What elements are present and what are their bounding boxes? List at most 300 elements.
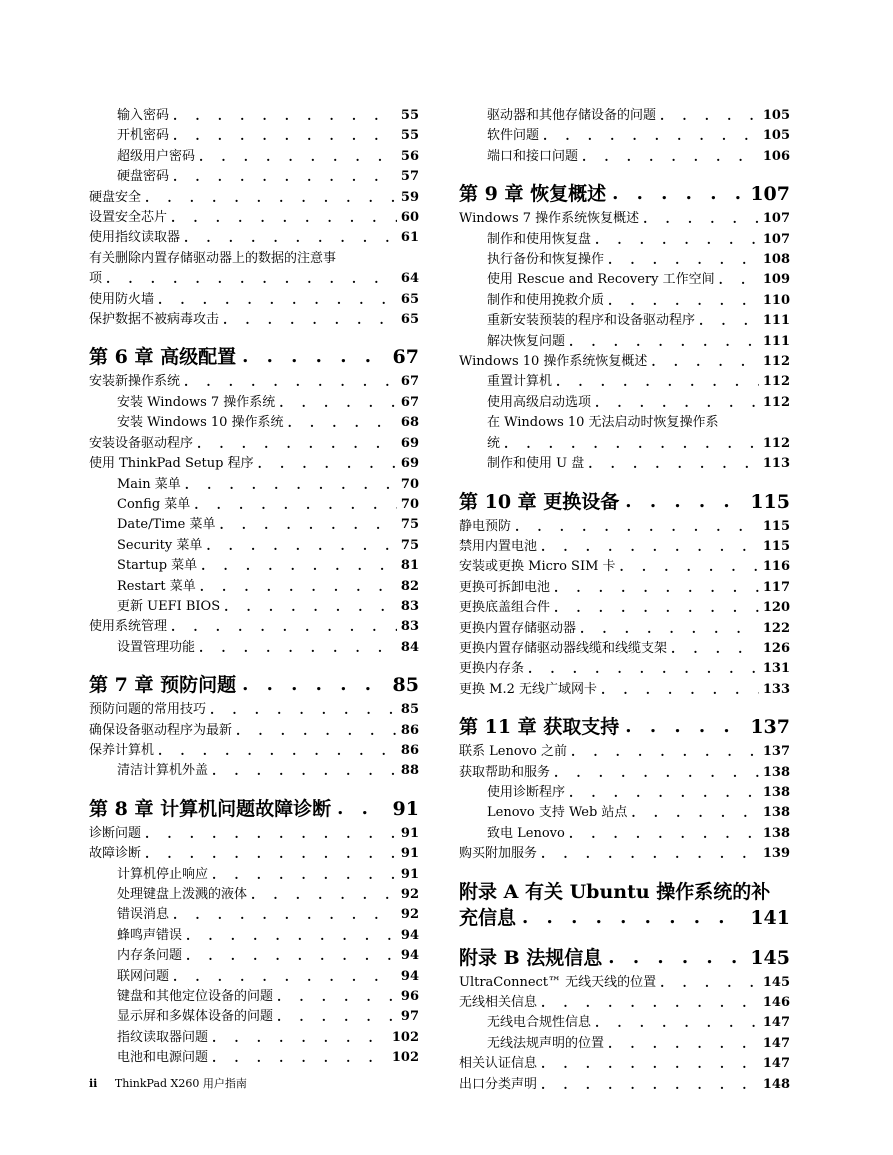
toc-entry[interactable] <box>459 598 790 618</box>
entry-title: 错误消息 <box>117 907 170 923</box>
entry-page: 55 <box>400 128 419 144</box>
toc-chapter-heading[interactable] <box>89 344 419 370</box>
toc-entry[interactable] <box>459 454 790 474</box>
chapter-title: 第 6 章 高级配置 <box>89 346 237 369</box>
entry-page: 110 <box>762 292 790 308</box>
leader-dots <box>554 598 759 618</box>
leader-dots <box>601 680 759 700</box>
leader-dots <box>212 865 397 885</box>
entry-page: 92 <box>400 887 419 902</box>
entry-title: Startup 菜单 <box>117 558 198 574</box>
chapter-page: 115 <box>750 490 790 513</box>
entry-page: 105 <box>762 128 790 144</box>
entry-title: 使用高级启动选项 <box>487 394 592 410</box>
leader-dots <box>197 434 397 454</box>
entry-title: Restart 菜单 <box>117 578 196 594</box>
entry-title: 制作和使用恢复盘 <box>487 231 592 247</box>
entry-page: 112 <box>762 354 790 370</box>
toc-entry[interactable] <box>89 617 419 637</box>
leader-dots <box>504 434 759 454</box>
toc-entry[interactable] <box>89 188 419 208</box>
leader-dots <box>184 372 397 392</box>
chapter-page: 67 <box>392 346 419 369</box>
entry-page: 145 <box>762 974 790 990</box>
entry-title: 内存条问题 <box>117 948 183 964</box>
entry-title: UltraConnect™ 无线天线的位置 <box>459 974 657 990</box>
chapter-title: 第 9 章 恢复概述 <box>459 183 607 206</box>
toc-entry[interactable] <box>89 536 419 556</box>
toc-entry[interactable] <box>89 946 419 966</box>
entry-page: 84 <box>400 639 419 655</box>
entry-title: 安装 Windows 7 操作系统 <box>117 394 276 410</box>
entry-page: 83 <box>400 598 419 614</box>
entry-page: 147 <box>762 1056 790 1072</box>
toc-entry[interactable] <box>89 393 419 413</box>
leader-dots <box>212 761 397 781</box>
chapter-page: 107 <box>750 183 790 206</box>
leader-dots <box>571 742 759 762</box>
entry-title: 无线电合规性信息 <box>487 1015 592 1031</box>
entry-page: 65 <box>400 312 419 328</box>
entry-title: Lenovo 支持 Web 站点 <box>487 805 628 821</box>
entry-page: 112 <box>762 435 790 451</box>
leader-dots <box>528 659 759 679</box>
toc-entry[interactable] <box>459 742 790 762</box>
entry-page: 138 <box>762 805 790 821</box>
entry-title: 诊断问题 <box>89 825 142 841</box>
toc-entry[interactable] <box>89 844 419 864</box>
leader-dots <box>569 332 759 352</box>
toc-entry[interactable] <box>89 638 419 658</box>
toc-entry[interactable] <box>459 659 790 679</box>
leader-dots <box>595 230 759 250</box>
toc-entry[interactable] <box>459 106 790 126</box>
entry-title: 静电预防 <box>459 518 512 534</box>
leader-dots <box>279 393 397 413</box>
entry-page: 147 <box>762 1035 790 1051</box>
leader-dots <box>660 973 759 993</box>
entry-title: 制作和使用 U 盘 <box>487 456 585 472</box>
entry-title: 电池和电源问题 <box>117 1050 209 1066</box>
entry-page: 108 <box>762 252 790 268</box>
entry-title: 安装设备驱动程序 <box>89 435 194 451</box>
toc-entry[interactable] <box>459 209 790 229</box>
entry-page: 146 <box>762 995 790 1010</box>
toc-entry[interactable] <box>459 783 790 803</box>
entry-title: 使用诊断程序 <box>487 784 566 800</box>
entry-title: 超级用户密码 <box>117 148 196 164</box>
entry-page: 116 <box>762 559 790 575</box>
toc-entry[interactable] <box>89 515 419 535</box>
leader-dots <box>171 617 397 637</box>
entry-title: 故障诊断 <box>89 846 142 862</box>
leader-dots <box>651 352 758 372</box>
leader-dots <box>595 1013 759 1033</box>
entry-title: 禁用内置电池 <box>459 538 538 554</box>
chapter-page: 137 <box>750 716 790 739</box>
leader-dots <box>186 946 397 966</box>
entry-page: 126 <box>762 640 790 656</box>
leader-dots <box>588 454 759 474</box>
toc-entry[interactable] <box>89 905 419 925</box>
toc-entry[interactable] <box>89 1007 419 1027</box>
leader-dots <box>522 905 744 931</box>
chapter-page: 145 <box>750 946 790 969</box>
toc-chapter-heading[interactable] <box>459 181 790 207</box>
entry-page: 107 <box>762 211 790 227</box>
toc-entry[interactable] <box>89 495 419 515</box>
leader-dots <box>569 824 759 844</box>
entry-title: 设置安全芯片 <box>89 210 168 226</box>
chapter-page: 85 <box>392 674 419 697</box>
toc-entry[interactable] <box>459 250 790 270</box>
toc-entry[interactable] <box>459 270 790 290</box>
entry-title: 更换底盖组合件 <box>459 600 551 616</box>
leader-dots <box>251 885 397 905</box>
toc-entry[interactable] <box>89 208 419 228</box>
toc-entry[interactable] <box>459 824 790 844</box>
toc-entry[interactable] <box>89 987 419 1007</box>
leader-dots <box>242 672 386 698</box>
leader-dots <box>556 372 759 392</box>
chapter-title: 第 10 章 更换设备 <box>459 490 620 513</box>
leader-dots <box>201 556 397 576</box>
entry-page: 70 <box>400 476 419 492</box>
entry-title: 使用指纹读取器 <box>89 230 181 246</box>
entry-page: 91 <box>400 846 419 862</box>
chapter-title-cont: 充信息 <box>459 906 517 929</box>
entry-page: 94 <box>400 927 419 943</box>
toc-entry[interactable] <box>459 993 790 1013</box>
leader-dots <box>185 475 397 495</box>
entry-page: 115 <box>762 518 790 534</box>
entry-title: 输入密码 <box>117 108 170 123</box>
toc-chapter-heading[interactable] <box>459 489 790 515</box>
toc-entry[interactable] <box>459 352 790 372</box>
leader-dots <box>145 824 397 844</box>
entry-page: 83 <box>400 619 419 635</box>
entry-title: 蜂鸣声错误 <box>117 927 183 943</box>
entry-title: 更新 UEFI BIOS <box>117 598 221 614</box>
leader-dots <box>608 1034 759 1054</box>
toc-entry[interactable] <box>459 578 790 598</box>
leader-dots <box>608 945 744 971</box>
entry-title: 端口和接口问题 <box>487 148 579 164</box>
entry-title: 无线法规声明的位置 <box>487 1035 605 1051</box>
entry-page: 86 <box>400 742 419 758</box>
leader-dots <box>595 393 759 413</box>
leader-dots <box>631 803 758 823</box>
entry-page: 55 <box>400 108 419 123</box>
entry-page: 131 <box>762 661 790 677</box>
toc-entry[interactable] <box>459 803 790 823</box>
toc-entry[interactable] <box>459 291 790 311</box>
toc-entry[interactable] <box>89 967 419 987</box>
leader-dots <box>580 619 759 639</box>
toc-entry[interactable] <box>459 763 790 783</box>
entry-title: 安装新操作系统 <box>89 374 181 390</box>
entry-title: Windows 7 操作系统恢复概述 <box>459 211 640 227</box>
toc-entry[interactable] <box>89 106 419 126</box>
leader-dots <box>158 290 397 310</box>
entry-page: 107 <box>762 231 790 247</box>
toc-entry[interactable] <box>89 454 419 474</box>
entry-page: 86 <box>400 722 419 738</box>
entry-title: 解决恢复问题 <box>487 333 566 349</box>
toc-entry[interactable] <box>459 126 790 146</box>
leader-dots <box>173 167 397 187</box>
toc-entry[interactable] <box>89 1028 419 1048</box>
toc-column-left <box>89 106 419 1069</box>
entry-title: 安装 Windows 10 操作系统 <box>117 415 284 431</box>
chapter-page: 141 <box>750 906 790 929</box>
chapter-title: 第 11 章 获取支持 <box>459 716 620 739</box>
entry-title: 确保设备驱动程序为最新 <box>89 722 233 738</box>
entry-page: 120 <box>762 600 790 616</box>
entry-title: 获取帮助和服务 <box>459 764 551 780</box>
toc-entry[interactable] <box>89 926 419 946</box>
entry-page: 138 <box>762 764 790 780</box>
toc-entry[interactable] <box>459 517 790 537</box>
entry-page: 91 <box>400 825 419 841</box>
entry-title: Config 菜单 <box>117 496 191 512</box>
toc-entry[interactable] <box>89 761 419 781</box>
entry-page: 60 <box>400 210 419 226</box>
entry-title: 开机密码 <box>117 128 170 144</box>
toc-entry[interactable] <box>89 413 419 433</box>
entry-page: 102 <box>391 1050 419 1066</box>
toc-entry[interactable] <box>459 844 790 864</box>
entry-title: 制作和使用挽救介质 <box>487 292 605 308</box>
entry-page: 113 <box>762 456 790 472</box>
entry-title: 硬盘密码 <box>117 169 170 185</box>
toc-entry[interactable] <box>89 147 419 167</box>
leader-dots <box>224 597 397 617</box>
entry-page: 81 <box>400 558 419 574</box>
leader-dots <box>612 181 744 207</box>
entry-page: 65 <box>400 291 419 307</box>
entry-page: 106 <box>762 148 790 164</box>
leader-dots <box>210 700 397 720</box>
toc-chapter-heading[interactable] <box>459 879 790 931</box>
entry-title: Security 菜单 <box>117 537 203 553</box>
footer-title: ThinkPad X260 用户指南 <box>114 1077 247 1090</box>
entry-title: Main 菜单 <box>117 476 181 492</box>
leader-dots <box>554 763 759 783</box>
toc-entry[interactable] <box>89 228 419 248</box>
toc-entry[interactable] <box>459 557 790 577</box>
entry-page: 96 <box>400 989 419 1005</box>
leader-dots <box>719 270 759 290</box>
leader-dots <box>337 796 386 822</box>
chapter-title: 附录 A 有关 Ubuntu 操作系统的补 <box>459 880 771 903</box>
entry-title: 联网问题 <box>117 968 170 984</box>
leader-dots <box>643 209 759 229</box>
entry-title: 使用系统管理 <box>89 619 168 635</box>
entry-page: 111 <box>762 333 790 349</box>
leader-dots <box>554 578 759 598</box>
toc-entry[interactable] <box>89 597 419 617</box>
toc-entry[interactable] <box>459 413 790 454</box>
toc-entry[interactable] <box>459 1075 790 1095</box>
leader-dots <box>543 126 759 146</box>
entry-page: 139 <box>762 846 790 862</box>
leader-dots <box>223 310 397 330</box>
toc-entry[interactable] <box>459 680 790 700</box>
leader-dots <box>625 714 744 740</box>
toc-entry[interactable] <box>459 1054 790 1074</box>
toc-chapter-heading[interactable] <box>89 796 419 822</box>
leader-dots <box>620 557 759 577</box>
entry-page: 75 <box>400 537 419 553</box>
entry-title: 重置计算机 <box>487 374 553 390</box>
entry-title: 更换可拆卸电池 <box>459 579 551 595</box>
entry-page: 67 <box>400 374 419 390</box>
toc-entry[interactable] <box>459 619 790 639</box>
leader-dots <box>199 638 397 658</box>
leader-dots <box>541 1054 759 1074</box>
entry-title: 在 Windows 10 无法启动时恢复操作系 <box>487 415 719 431</box>
leader-dots <box>173 106 397 126</box>
toc-chapter-heading[interactable] <box>89 672 419 698</box>
toc-entry[interactable] <box>89 577 419 597</box>
leader-dots <box>541 844 759 864</box>
entry-page: 57 <box>400 169 419 185</box>
leader-dots <box>699 311 759 331</box>
entry-title: 预防问题的常用技巧 <box>89 702 207 718</box>
leader-dots <box>541 537 759 557</box>
entry-title: 设置管理功能 <box>117 639 196 655</box>
leader-dots <box>106 269 397 289</box>
toc-entry[interactable] <box>459 537 790 557</box>
entry-page: 94 <box>400 948 419 964</box>
entry-title: 出口分类声明 <box>459 1076 538 1092</box>
toc-entry[interactable] <box>459 973 790 993</box>
chapter-title: 第 8 章 计算机问题故障诊断 <box>89 797 332 820</box>
entry-title: 购买附加服务 <box>459 846 538 862</box>
leader-dots <box>671 639 759 659</box>
entry-title: 使用防火墙 <box>89 291 155 307</box>
toc-entry[interactable] <box>459 311 790 331</box>
toc-entry[interactable] <box>89 475 419 495</box>
entry-page: 109 <box>762 272 790 288</box>
entry-title: Date/Time 菜单 <box>117 517 216 533</box>
leader-dots <box>219 515 396 535</box>
toc-entry[interactable] <box>89 700 419 720</box>
leader-dots <box>541 1075 759 1095</box>
toc-entry[interactable] <box>89 721 419 741</box>
toc-entry[interactable] <box>459 1034 790 1054</box>
toc-entry[interactable] <box>89 885 419 905</box>
entry-title: 有关删除内置存储驱动器上的数据的注意事 <box>89 250 337 266</box>
entry-title: 保护数据不被病毒攻击 <box>89 312 220 328</box>
entry-page: 69 <box>400 435 419 451</box>
leader-dots <box>212 1048 388 1068</box>
leader-dots <box>660 106 759 126</box>
toc-entry[interactable] <box>89 167 419 187</box>
toc-entry[interactable] <box>459 1013 790 1033</box>
leader-dots <box>158 741 397 761</box>
toc-entry[interactable] <box>459 639 790 659</box>
entry-title: 软件问题 <box>487 128 540 144</box>
toc-entry[interactable] <box>89 126 419 146</box>
toc-entry[interactable] <box>89 290 419 310</box>
entry-page: 70 <box>400 496 419 512</box>
leader-dots <box>541 993 759 1013</box>
entry-title: 键盘和其他定位设备的问题 <box>117 989 274 1005</box>
chapter-page: 91 <box>392 797 419 820</box>
toc-entry[interactable] <box>459 147 790 167</box>
leader-dots <box>277 987 397 1007</box>
leader-dots <box>173 905 397 925</box>
footer-page-number: ii <box>89 1077 98 1090</box>
toc-entry[interactable] <box>89 372 419 392</box>
leader-dots <box>145 188 397 208</box>
entry-page: 85 <box>400 702 419 718</box>
toc-chapter-heading[interactable] <box>459 945 790 971</box>
toc-entry[interactable] <box>89 434 419 454</box>
entry-page: 111 <box>762 313 790 329</box>
leader-dots <box>608 250 759 270</box>
entry-title: 显示屏和多媒体设备的问题 <box>117 1009 274 1025</box>
entry-page: 138 <box>762 784 790 800</box>
toc-entry[interactable] <box>459 393 790 413</box>
toc-entry[interactable] <box>89 1048 419 1068</box>
entry-page: 133 <box>762 681 790 697</box>
entry-title: 更换内存条 <box>459 661 525 677</box>
toc-entry[interactable] <box>459 372 790 392</box>
entry-title: 指纹读取器问题 <box>117 1029 209 1045</box>
toc-entry[interactable] <box>459 332 790 352</box>
toc-entry[interactable] <box>89 741 419 761</box>
entry-page: 61 <box>400 230 419 246</box>
toc-entry[interactable] <box>459 230 790 250</box>
toc-entry[interactable] <box>89 249 419 290</box>
leader-dots <box>173 126 397 146</box>
leader-dots <box>212 1028 388 1048</box>
toc-entry[interactable] <box>89 310 419 330</box>
toc-entry[interactable] <box>89 556 419 576</box>
leader-dots <box>145 844 397 864</box>
entry-page: 92 <box>400 907 419 923</box>
entry-page: 112 <box>762 394 790 410</box>
leader-dots <box>277 1007 397 1027</box>
entry-page: 67 <box>400 394 419 410</box>
leader-dots <box>625 489 744 515</box>
leader-dots <box>199 147 397 167</box>
leader-dots <box>173 967 397 987</box>
entry-title: 处理键盘上泼溅的液体 <box>117 887 248 902</box>
entry-title: 联系 Lenovo 之前 <box>459 744 567 760</box>
toc-chapter-heading[interactable] <box>459 714 790 740</box>
entry-title-cont: 项 <box>89 271 103 287</box>
toc-entry[interactable] <box>89 865 419 885</box>
entry-page: 122 <box>762 620 790 636</box>
toc-entry[interactable] <box>89 824 419 844</box>
entry-page: 117 <box>762 579 790 595</box>
chapter-title: 附录 B 法规信息 <box>459 946 603 969</box>
entry-title: 保养计算机 <box>89 742 155 758</box>
entry-page: 137 <box>762 744 790 760</box>
leader-dots <box>206 536 397 556</box>
entry-title: 安装或更换 Micro SIM 卡 <box>459 559 616 575</box>
entry-page: 97 <box>400 1009 419 1025</box>
entry-page: 75 <box>400 517 419 533</box>
leader-dots <box>236 721 397 741</box>
entry-page: 112 <box>762 374 790 390</box>
entry-title: 更换内置存储驱动器 <box>459 620 577 636</box>
leader-dots <box>582 147 759 167</box>
